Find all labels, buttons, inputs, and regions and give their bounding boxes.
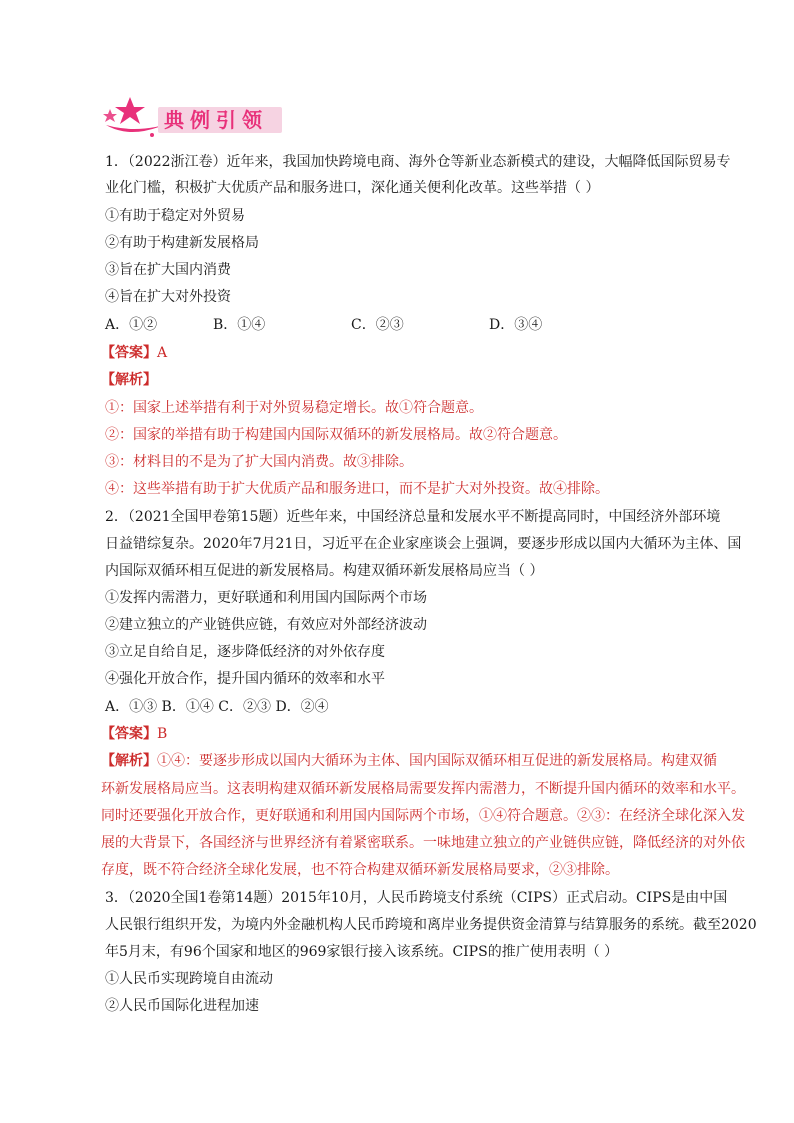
- q2-stem-line-2: 日益错综复杂。2020年7月21日，习近平在企业家座谈会上强调，要逐步形成以国内大循环为主体、国: [105, 536, 742, 552]
- q2-analysis-first: [101, 751, 717, 771]
- q1-choice-a: A．①②: [105, 317, 158, 333]
- q2-analysis-5: 存度，既不符合经济全球化发展，也不符合构建双循环新发展格局要求，②③排除。: [101, 862, 619, 878]
- q1-option-2: ②有助于构建新发展格局: [105, 235, 259, 251]
- q2-analysis-2: 环新发展格局应当。这表明构建双循环新发展格局需要发挥内需潜力，不断提升国内循环的效率和水平。: [101, 781, 745, 797]
- q2-answer: [101, 724, 167, 744]
- q1-analysis-2: ②：国家的举措有助于构建国内国际双循环的新发展格局。故②符合题意。: [105, 427, 567, 443]
- q2-stem-line-3: 内国际双循环相互促进的新发展格局。构建双循环新发展格局应当（ ）: [105, 563, 544, 579]
- q3-stem-line-1: 3．（2020全国1卷第14题）2015年10月，人民币跨境支付系统（CIPS）正式启动。CIPS是由中国: [105, 890, 728, 906]
- q2-option-1: ①发挥内需潜力，更好联通和利用国内国际两个市场: [105, 590, 427, 606]
- q1-analysis-label: 【解析】: [101, 372, 157, 388]
- q1-choice-d: D．③④: [489, 317, 543, 333]
- q2-analysis-3: 同时还要强化开放合作，更好联通和利用国内国际两个市场，①④符合题意。②③：在经济全球化深入发: [101, 808, 745, 824]
- q1-analysis-3: ③：材料目的不是为了扩大国内消费。故③排除。: [105, 454, 413, 470]
- q3-option-2: ②人民币国际化进程加速: [105, 998, 259, 1014]
- q1-analysis-4: ④：这些举措有助于扩大优质产品和服务进口，而不是扩大对外投资。故④排除。: [105, 481, 609, 497]
- q1-choice-c: C．②③: [351, 317, 404, 333]
- q1-stem-line-1: 1．（2022浙江卷）近年来，我国加快跨境电商、海外仓等新业态新模式的建设，大幅降低国际贸易专: [105, 154, 731, 170]
- q1-option-3: ③旨在扩大国内消费: [105, 262, 231, 278]
- q2-stem-line-1: 2．（2021全国甲卷第15题）近些年来，中国经济总量和发展水平不断提高同时，中国经济外部环境: [105, 509, 721, 525]
- q2-analysis-label: 【解析】: [101, 753, 157, 769]
- q2-analysis-4: 展的大背景下，各国经济与世界经济有着紧密联系。一味地建立独立的产业链供应链，降低经济的对外依: [101, 835, 745, 851]
- q1-option-1: ①有助于稳定对外贸易: [105, 208, 245, 224]
- q1-answer: [101, 343, 167, 363]
- section-banner: [100, 95, 290, 139]
- banner-title: 典例引领: [164, 108, 268, 132]
- q2-option-2: ②建立独立的产业链供应链，有效应对外部经济波动: [105, 617, 427, 633]
- q1-choice-b: B．①④: [213, 317, 266, 333]
- q1-stem-line-2: 业化门槛，积极扩大优质产品和服务进口，深化通关便利化改革。这些举措（ ）: [105, 180, 600, 196]
- q1-answer-label: 【答案】: [101, 345, 157, 361]
- q2-choices: A．①③ B．①④ C．②③ D．②④: [105, 699, 329, 715]
- q2-analysis-text-1: ①④：要逐步形成以国内大循环为主体、国内国际双循环相互促进的新发展格局。构建双循: [157, 753, 717, 769]
- q3-stem-line-3: 年5月末，有96个国家和地区的969家银行接入该系统。CIPS的推广使用表明（ ）: [105, 944, 619, 960]
- q2-answer-value: B: [157, 726, 168, 742]
- q3-option-1: ①人民币实现跨境自由流动: [105, 971, 273, 987]
- q1-answer-value: A: [157, 345, 168, 361]
- q2-option-3: ③立足自给自足，逐步降低经济的对外依存度: [105, 644, 385, 660]
- q1-option-4: ④旨在扩大对外投资: [105, 289, 231, 305]
- q2-answer-label: 【答案】: [101, 726, 157, 742]
- q1-choices: [105, 315, 565, 335]
- q2-option-4: ④强化开放合作，提升国内循环的效率和水平: [105, 671, 385, 687]
- q1-analysis-1: ①：国家上述举措有利于对外贸易稳定增长。故①符合题意。: [105, 400, 483, 416]
- q3-stem-line-2: 人民银行组织开发，为境内外金融机构人民币跨境和离岸业务提供资金清算与结算服务的系统。截至2020: [105, 917, 757, 933]
